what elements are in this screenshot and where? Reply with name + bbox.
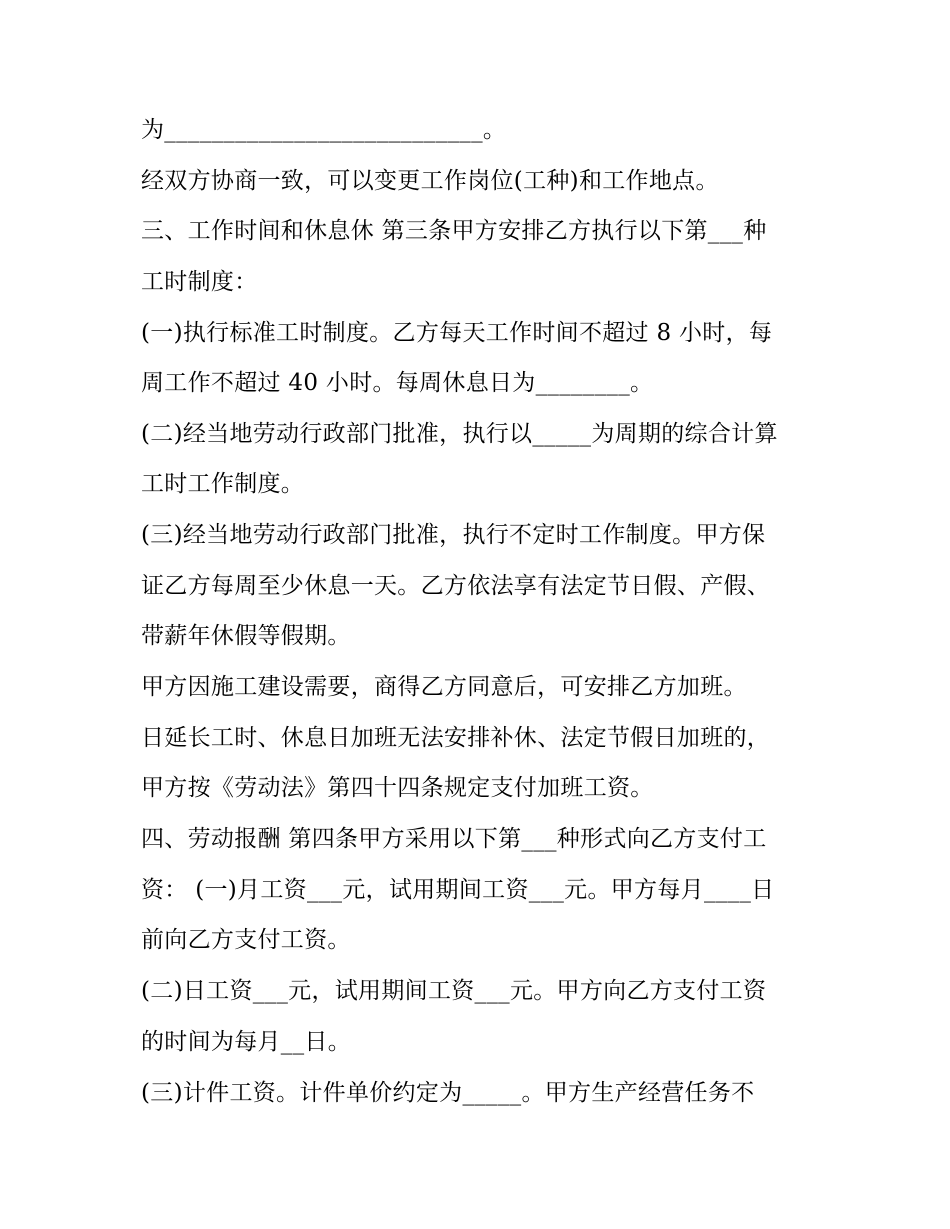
text-line: 日延长工时、休息日加班无法安排补休、法定节假日加班的， [141, 725, 771, 751]
text-line: 带薪年休假等假期。 [141, 623, 351, 649]
text-line: 为___________________________。 [141, 117, 507, 143]
text-line: 资： (一)月工资___元，试用期间工资___元。甲方每月____日 [141, 877, 775, 903]
text-line: 的时间为每月__日。 [141, 1029, 351, 1055]
text-line: 甲方因施工建设需要，商得乙方同意后，可安排乙方加班。 [141, 674, 747, 700]
text-line: (二)日工资___元，试用期间工资___元。甲方向乙方支付工资 [141, 978, 767, 1004]
text-line: (一)执行标准工时制度。乙方每天工作时间不超过 8 小时，每 [141, 320, 773, 346]
text-line: 四、劳动报酬 第四条甲方采用以下第___种形式向乙方支付工 [141, 826, 767, 852]
text-line: 三、工作时间和休息休 第三条甲方安排乙方执行以下第___种 [141, 218, 767, 244]
text-line: 前向乙方支付工资。 [141, 927, 351, 953]
text-line: (三)计件工资。计件单价约定为_____。甲方生产经营任务不 [141, 1080, 755, 1106]
text-line: 工时制度： [141, 269, 258, 295]
text-line: (三)经当地劳动行政部门批准，执行不定时工作制度。甲方保 [141, 522, 766, 548]
text-line: 证乙方每周至少休息一天。乙方依法享有法定节日假、产假、 [141, 573, 771, 599]
text-line: 甲方按《劳动法》第四十四条规定支付加班工资。 [141, 775, 654, 801]
text-line: 经双方协商一致，可以变更工作岗位(工种)和工作地点。 [141, 168, 719, 194]
text-line: 工时工作制度。 [141, 471, 305, 497]
text-line: 周工作不超过 40 小时。每周休息日为________。 [141, 370, 654, 396]
text-line: (二)经当地劳动行政部门批准，执行以_____为周期的综合计算 [141, 421, 778, 447]
